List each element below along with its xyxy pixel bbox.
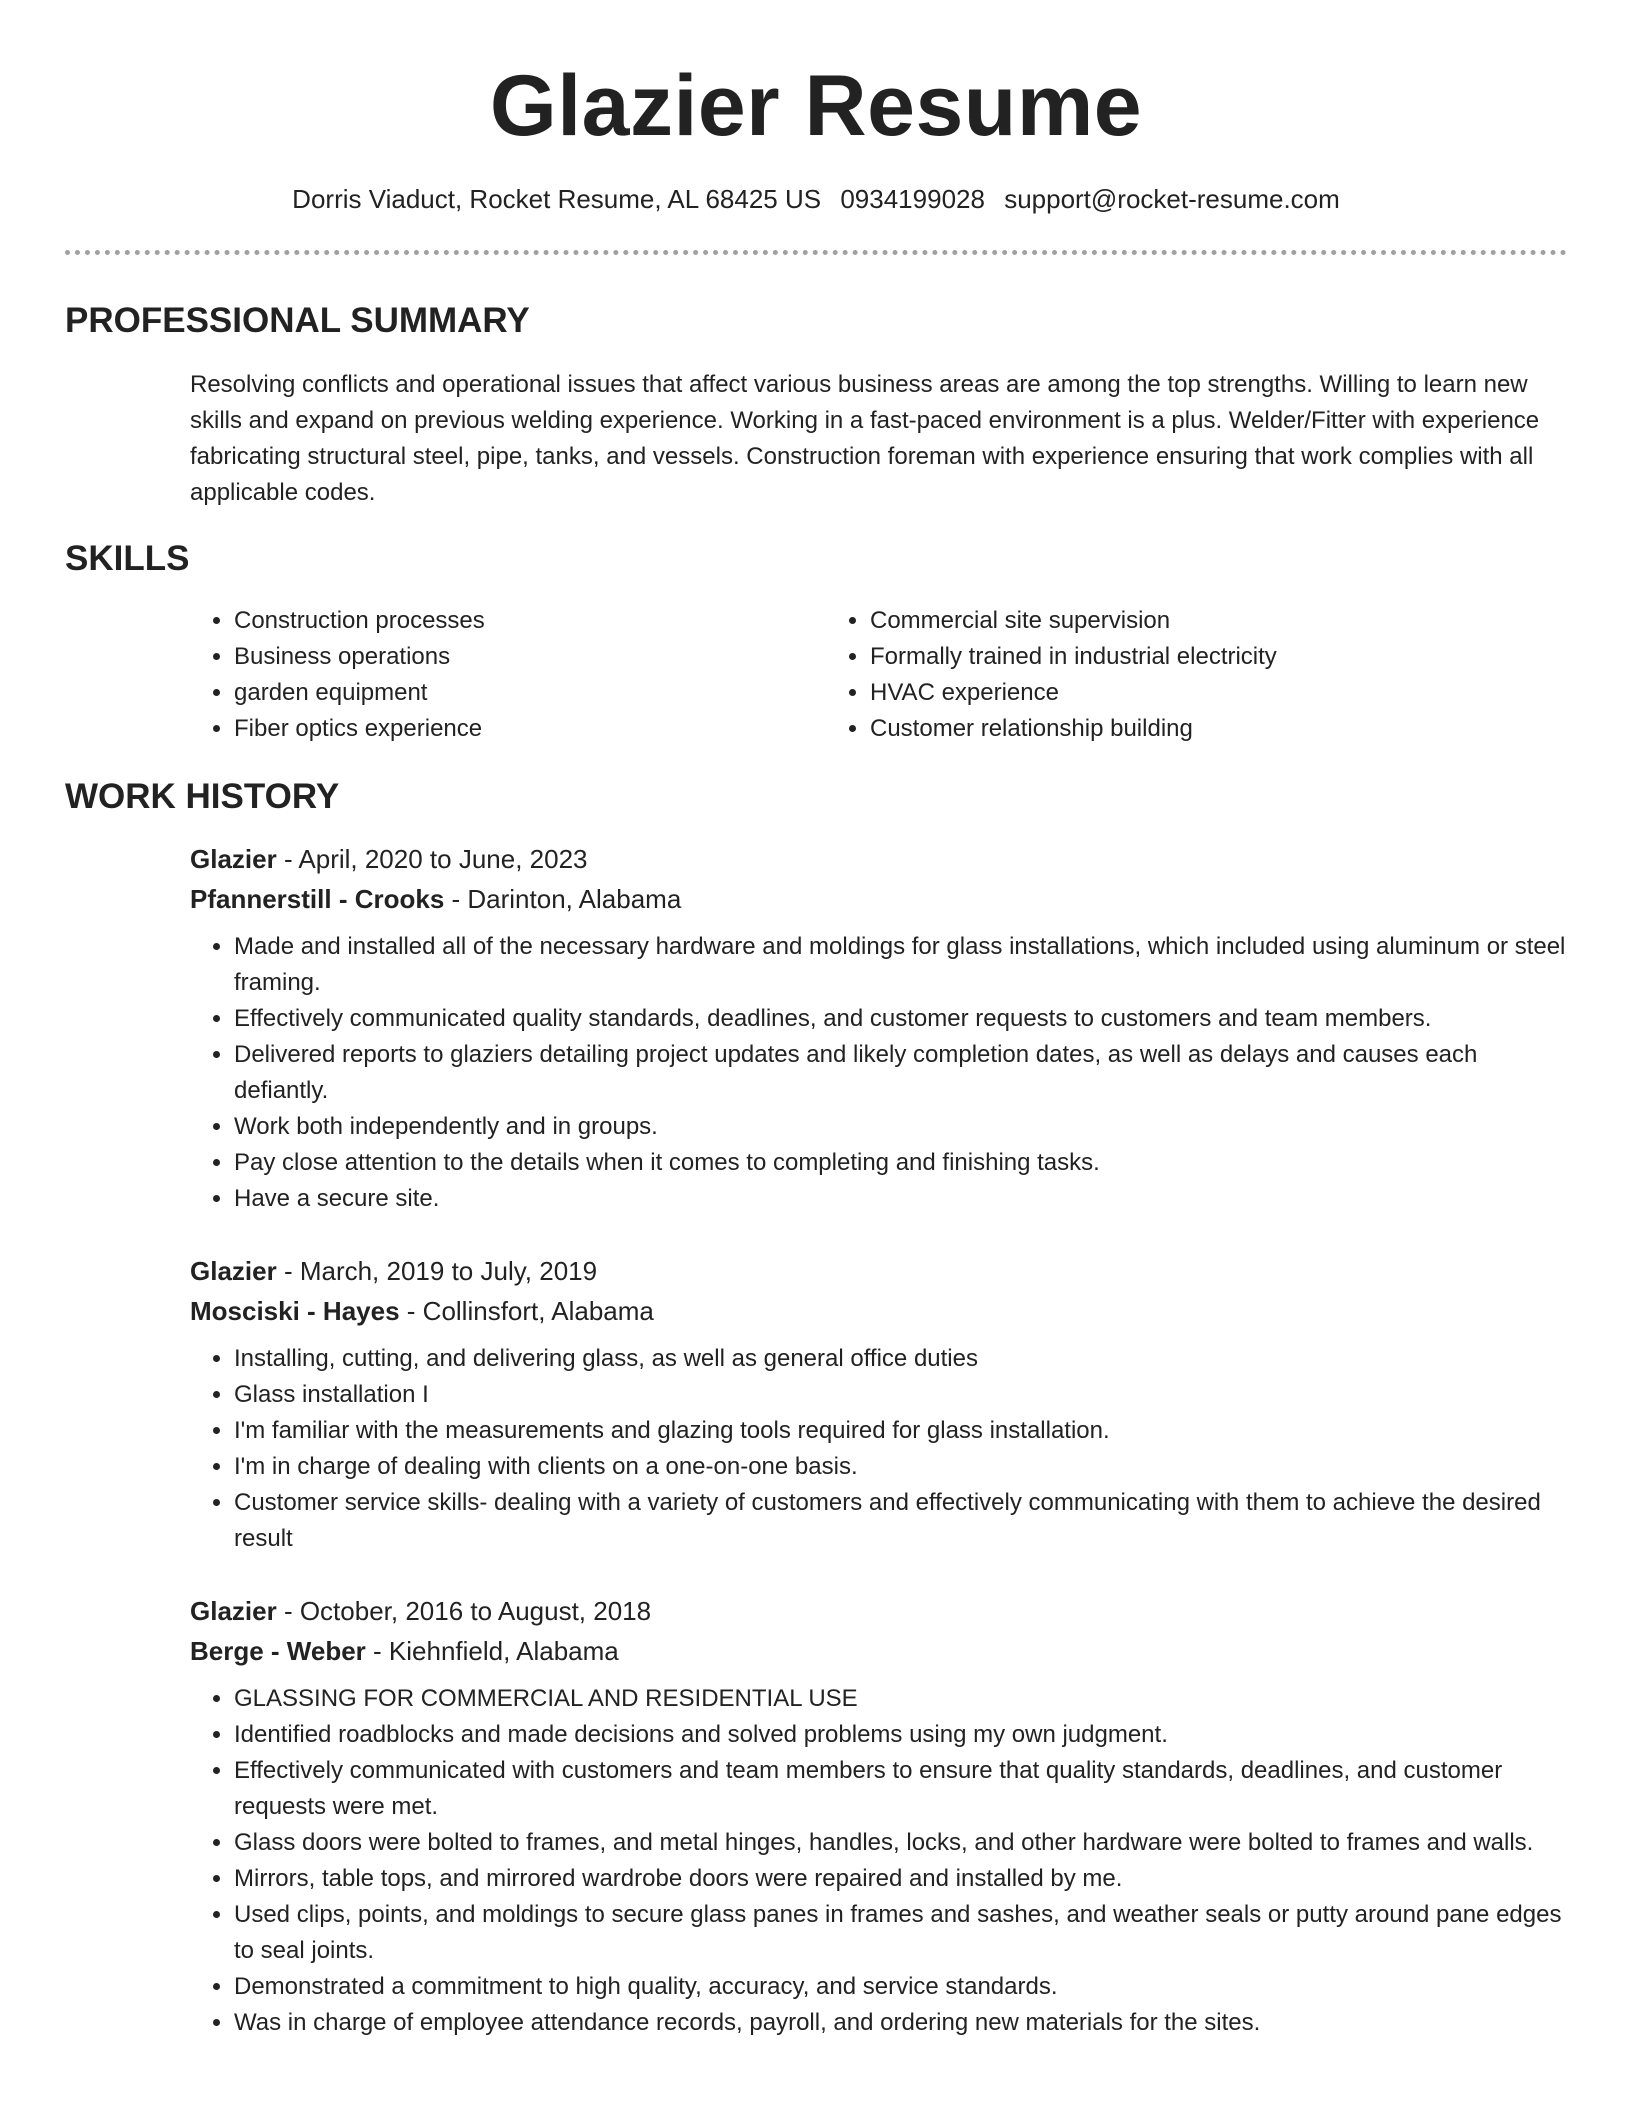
skill-item: • HVAC experience bbox=[870, 675, 1567, 711]
job-bullet: • Made and installed all of the necessary hardware and moldings for glass installations, which included using aluminum or steel framing. bbox=[234, 929, 1567, 1001]
skills-column-right bbox=[826, 603, 1567, 747]
job-bullet: • Identified roadblocks and made decisions and solved problems using my own judgment. bbox=[234, 1717, 1567, 1753]
skills-column-left bbox=[190, 603, 826, 747]
job-company: Mosciski - Hayes bbox=[190, 1296, 400, 1326]
job-bullet: • Demonstrated a commitment to high quality, accuracy, and service standards. bbox=[234, 1969, 1567, 2005]
job-bullet: • Pay close attention to the details when it comes to completing and finishing tasks. bbox=[234, 1145, 1567, 1181]
contact-address: Dorris Viaduct, Rocket Resume, AL 68425 US bbox=[292, 184, 822, 214]
job-bullet: • I'm familiar with the measurements and glazing tools required for glass installation. bbox=[234, 1413, 1567, 1449]
skills-heading: SKILLS bbox=[65, 539, 190, 578]
job-bullet: • Effectively communicated quality standards, deadlines, and customer requests to customers and team members. bbox=[234, 1001, 1567, 1037]
job-entry bbox=[190, 1591, 1567, 2041]
summary-heading: PROFESSIONAL SUMMARY bbox=[65, 301, 530, 340]
job-bullet: • Used clips, points, and moldings to secure glass panes in frames and sashes, and weather seals or putty around pane edges to seal joints. bbox=[234, 1897, 1567, 1969]
job-dates: - October, 2016 to August, 2018 bbox=[276, 1596, 652, 1626]
job-title: Glazier bbox=[190, 844, 277, 874]
job-bullet: • Installing, cutting, and delivering glass, as well as general office duties bbox=[234, 1341, 1567, 1377]
skills-list bbox=[190, 603, 1567, 747]
job-dates: - April, 2020 to June, 2023 bbox=[276, 844, 588, 874]
job-bullet: • Have a secure site. bbox=[234, 1181, 1567, 1217]
job-company-line bbox=[190, 1291, 1567, 1331]
job-bullet: • GLASSING FOR COMMERCIAL AND RESIDENTIAL USE bbox=[234, 1681, 1567, 1717]
job-location: - Collinsfort, Alabama bbox=[399, 1296, 654, 1326]
job-title-line bbox=[190, 1251, 1567, 1291]
job-bullet: • Glass doors were bolted to frames, and metal hinges, handles, locks, and other hardware were bolted to frames and walls. bbox=[234, 1825, 1567, 1861]
job-location: - Darinton, Alabama bbox=[444, 884, 682, 914]
job-company-line bbox=[190, 1631, 1567, 1671]
contact-email: support@rocket-resume.com bbox=[1004, 184, 1340, 214]
job-title: Glazier bbox=[190, 1596, 277, 1626]
job-entry bbox=[190, 839, 1567, 1217]
job-title: Glazier bbox=[190, 1256, 277, 1286]
job-entry bbox=[190, 1251, 1567, 1557]
contact-line bbox=[65, 182, 1567, 216]
job-title-line bbox=[190, 839, 1567, 879]
job-bullet: • I'm in charge of dealing with clients on a one-on-one basis. bbox=[234, 1449, 1567, 1485]
skill-item: • garden equipment bbox=[234, 675, 826, 711]
job-location: - Kiehnfield, Alabama bbox=[365, 1636, 619, 1666]
job-title-line bbox=[190, 1591, 1567, 1631]
job-bullet: • Glass installation I bbox=[234, 1377, 1567, 1413]
skill-item: • Formally trained in industrial electricity bbox=[870, 639, 1567, 675]
job-bullet: • Was in charge of employee attendance records, payroll, and ordering new materials for the sites. bbox=[234, 2005, 1567, 2041]
job-bullet: • Delivered reports to glaziers detailing project updates and likely completion dates, as well as delays and causes each defiantly. bbox=[234, 1037, 1567, 1109]
job-bullet: • Work both independently and in groups. bbox=[234, 1109, 1567, 1145]
skill-item: • Business operations bbox=[234, 639, 826, 675]
job-company: Pfannerstill - Crooks bbox=[190, 884, 445, 914]
job-bullet: • Effectively communicated with customers and team members to ensure that quality standards, deadlines, and customer requests were met. bbox=[234, 1753, 1567, 1825]
skill-item: • Fiber optics experience bbox=[234, 711, 826, 747]
header-divider bbox=[65, 250, 1567, 255]
summary-text: Resolving conflicts and operational issues that affect various business areas are among the top strengths. Willing to learn new skills and expand on previous welding experience. Working in a fast-paced environment is a plus. Welder/Fitter with experience fabricating structural steel, pipe, tanks, and vessels. Construction foreman with experience ensuring that work complies with all applicable codes. bbox=[190, 371, 1540, 506]
job-bullets bbox=[190, 929, 1567, 1217]
job-bullet: • Customer service skills- dealing with a variety of customers and effectively communicating with them to achieve the desired result bbox=[234, 1485, 1567, 1557]
job-bullet: • Mirrors, table tops, and mirrored wardrobe doors were repaired and installed by me. bbox=[234, 1861, 1567, 1897]
job-dates: - March, 2019 to July, 2019 bbox=[276, 1256, 598, 1286]
job-company-line bbox=[190, 879, 1567, 919]
contact-phone: 0934199028 bbox=[840, 184, 985, 214]
resume-title: Glazier Resume bbox=[489, 58, 1143, 154]
work-history-heading: WORK HISTORY bbox=[65, 777, 340, 816]
job-bullets bbox=[190, 1341, 1567, 1557]
job-bullets bbox=[190, 1681, 1567, 2041]
skill-item: • Construction processes bbox=[234, 603, 826, 639]
skill-item: • Customer relationship building bbox=[870, 711, 1567, 747]
job-company: Berge - Weber bbox=[190, 1636, 366, 1666]
skill-item: • Commercial site supervision bbox=[870, 603, 1567, 639]
